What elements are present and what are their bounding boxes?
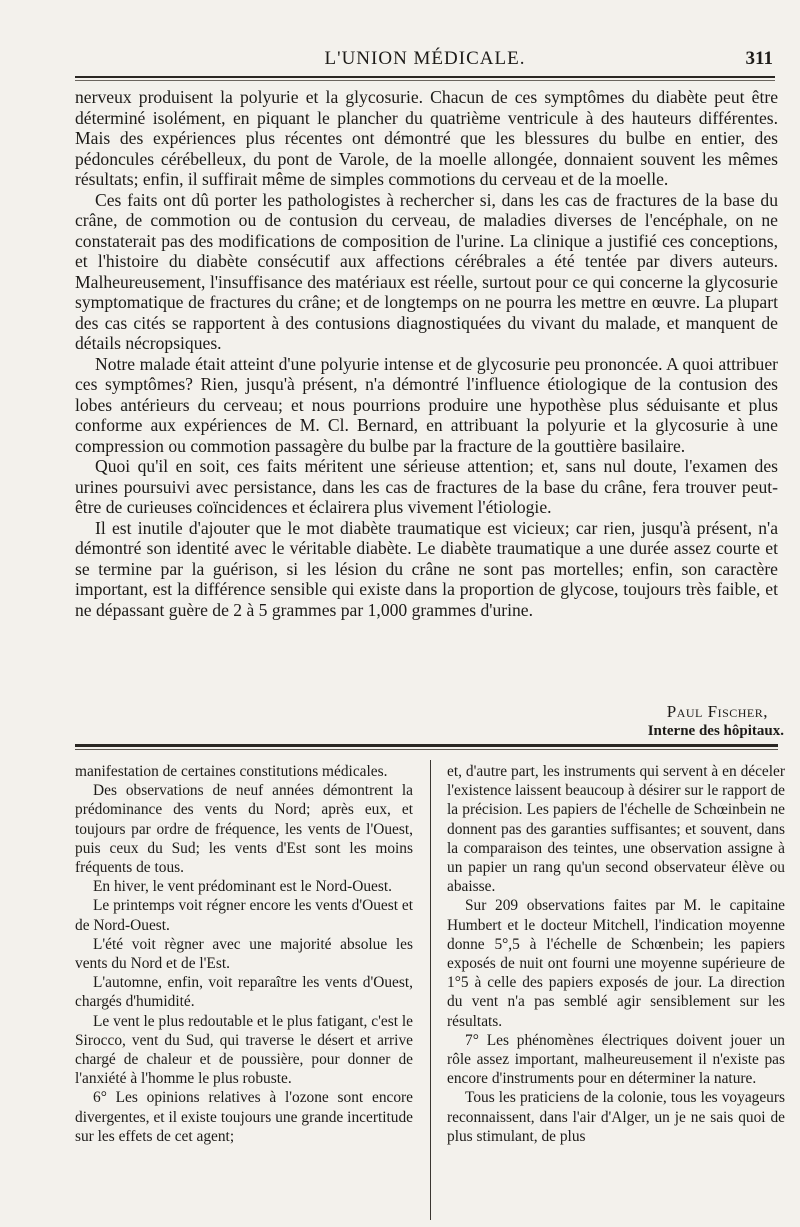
author-signature xyxy=(647,702,784,740)
author-role: Interne des hôpitaux. xyxy=(647,723,784,739)
paragraph: manifestation de certaines constitutions médicales. xyxy=(75,763,388,780)
running-head xyxy=(75,44,775,74)
paragraph: Le printemps voit régner encore les vents d'Ouest et de Nord-Ouest. xyxy=(75,897,413,934)
paragraph: Ces faits ont dû porter les pathologistes à rechercher si, dans les cas de fractures de la base du crâne, de commotion ou de contusion du cerveau, de maladies diverses de l'encéphale, on ne constaterait pas des modifications de composition de l'urine. La clinique a justifié ces conceptions, et l'histoire du diabète consécutif aux affections cérébrales a été tentée par divers auteurs. Malheureusement, l'insuffisance des matériaux est réelle, surtout pour ce qui concerne la glycosurie symptomatique de fractures du crâne; et de longtemps on ne pourra les mettre en œuvre. La plupart des cas cités se rapportent à des contusions diagnostiquées du vivant du malade, et manquent de détails nécropsiques. xyxy=(75,189,778,353)
left-column xyxy=(75,762,413,1146)
paragraph: nerveux produisent la polyurie et la glycosurie. Chacun de ces symptômes du diabète peut être déterminé isolément, en piquant le plancher du quatrième ventricule à des hauteurs différentes. Mais des expériences plus récentes ont démontré que les blessures du bulbe en entier, des pédoncules cérébelleux, du pont de Varole, de la moelle allongée, donnaient souvent les mêmes résultats; enfin, il suffirait même de simples commotions du cerveau et de la moelle. xyxy=(75,87,778,189)
paragraph: Quoi qu'il en soit, ces faits méritent une sérieuse attention; et, sans nul doute, l'examen des urines poursuivi avec persistance, dans les cas de fractures de la base du crâne, fera trouver peut-être de curieuses coïncidences et éclairera plus vivement l'étiologie. xyxy=(75,456,778,517)
paragraph: En hiver, le vent prédominant est le Nord-Ouest. xyxy=(93,878,392,896)
header-rule xyxy=(75,76,775,78)
section-separator-thin xyxy=(75,749,778,750)
paragraph: L'automne, enfin, voit reparaître les vents d'Ouest, chargés d'humidité. xyxy=(75,974,413,1011)
page-number: 311 xyxy=(745,48,773,69)
column-divider xyxy=(430,760,431,1220)
paragraph: Sur 209 observations faites par M. le capitaine Humbert et le docteur Mitchell, l'indication moyenne donne 5°,5 à l'échelle de Schœnbein; les papiers exposés de nuit ont fourni une moyenne supérieure de 1°5 à celle des papiers exposés de jour. La direction du vent n'a pas semblé agir sensiblement sur les résultats. xyxy=(447,897,785,1030)
paragraph: et, d'autre part, les instruments qui servent à en déceler l'existence laissent beaucoup à désirer sur le rapport de la précision. Les papiers de l'échelle de Schœinbein ne donnent pas des garanties suffisantes; et souvent, dans la comparaison des teintes, une observation assigne à un papier un rang qu'un second observateur élève ou abaisse. xyxy=(447,763,785,896)
paragraph: L'été voit règner avec une majorité absolue les vents du Nord et de l'Est. xyxy=(75,935,413,973)
main-text xyxy=(75,87,778,620)
paragraph: Des observations de neuf années démontrent la prédominance des vents du Nord; après eux, et toujours par ordre de fréquence, les vents de l'Ouest, puis ceux du Sud; les vents d'Est sont les moins fréquents de tous. xyxy=(75,782,413,877)
paragraph: Tous les praticiens de la colonie, tous les voyageurs reconnaissent, dans l'air d'Alger, un je ne sais quoi de plus stimulant, de plus xyxy=(447,1089,785,1145)
journal-title: L'UNION MÉDICALE. xyxy=(324,48,526,69)
header-rule-thin xyxy=(75,80,775,81)
author-name: Paul Fischer, xyxy=(666,702,768,721)
paragraph: Il est inutile d'ajouter que le mot diabète traumatique est vicieux; car rien, jusqu'à présent, n'a démontré son identité avec le véritable diabète. Le diabète traumatique a une durée assez courte et se termine par la guérison, si les lésion du crâne ne sont pas mortelles; enfin, son caractère important, est la différence sensible qui existe dans la proportion de glycose, toujours très faible, et ne dépassant guère de 2 à 5 grammes par 1,000 grammes d'urine. xyxy=(75,517,778,620)
paragraph: 6° Les opinions relatives à l'ozone sont encore divergentes, et il existe toujours une grande incertitude sur les effets de cet agent; xyxy=(75,1089,413,1145)
paragraph: Le vent le plus redoutable et le plus fatigant, c'est le Sirocco, vent du Sud, qui traverse le désert et arrive chargé de chaleur et de poussière, pour donner de l'anxiété à l'homme le plus robuste. xyxy=(75,1012,413,1088)
section-separator xyxy=(75,744,778,747)
paragraph: 7° Les phénomènes électriques doivent jouer un rôle assez important, malheureusement il n'existe pas encore d'instruments pour en déterminer la nature. xyxy=(447,1031,785,1088)
paragraph: Notre malade était atteint d'une polyurie intense et de glycosurie peu prononcée. A quoi attribuer ces symptômes? Rien, jusqu'à présent, n'a démontré l'influence étiologique de la contusion des lobes antérieurs du cerveau; et nous pourrions produire une hypothèse plus séduisante et plus conforme aux expériences de M. Cl. Bernard, en attribuant la polyurie et la glycosurie à une compression ou commotion passagère du bulbe par la fracture de la gouttière basilaire. xyxy=(75,353,778,456)
right-column xyxy=(447,762,785,1146)
